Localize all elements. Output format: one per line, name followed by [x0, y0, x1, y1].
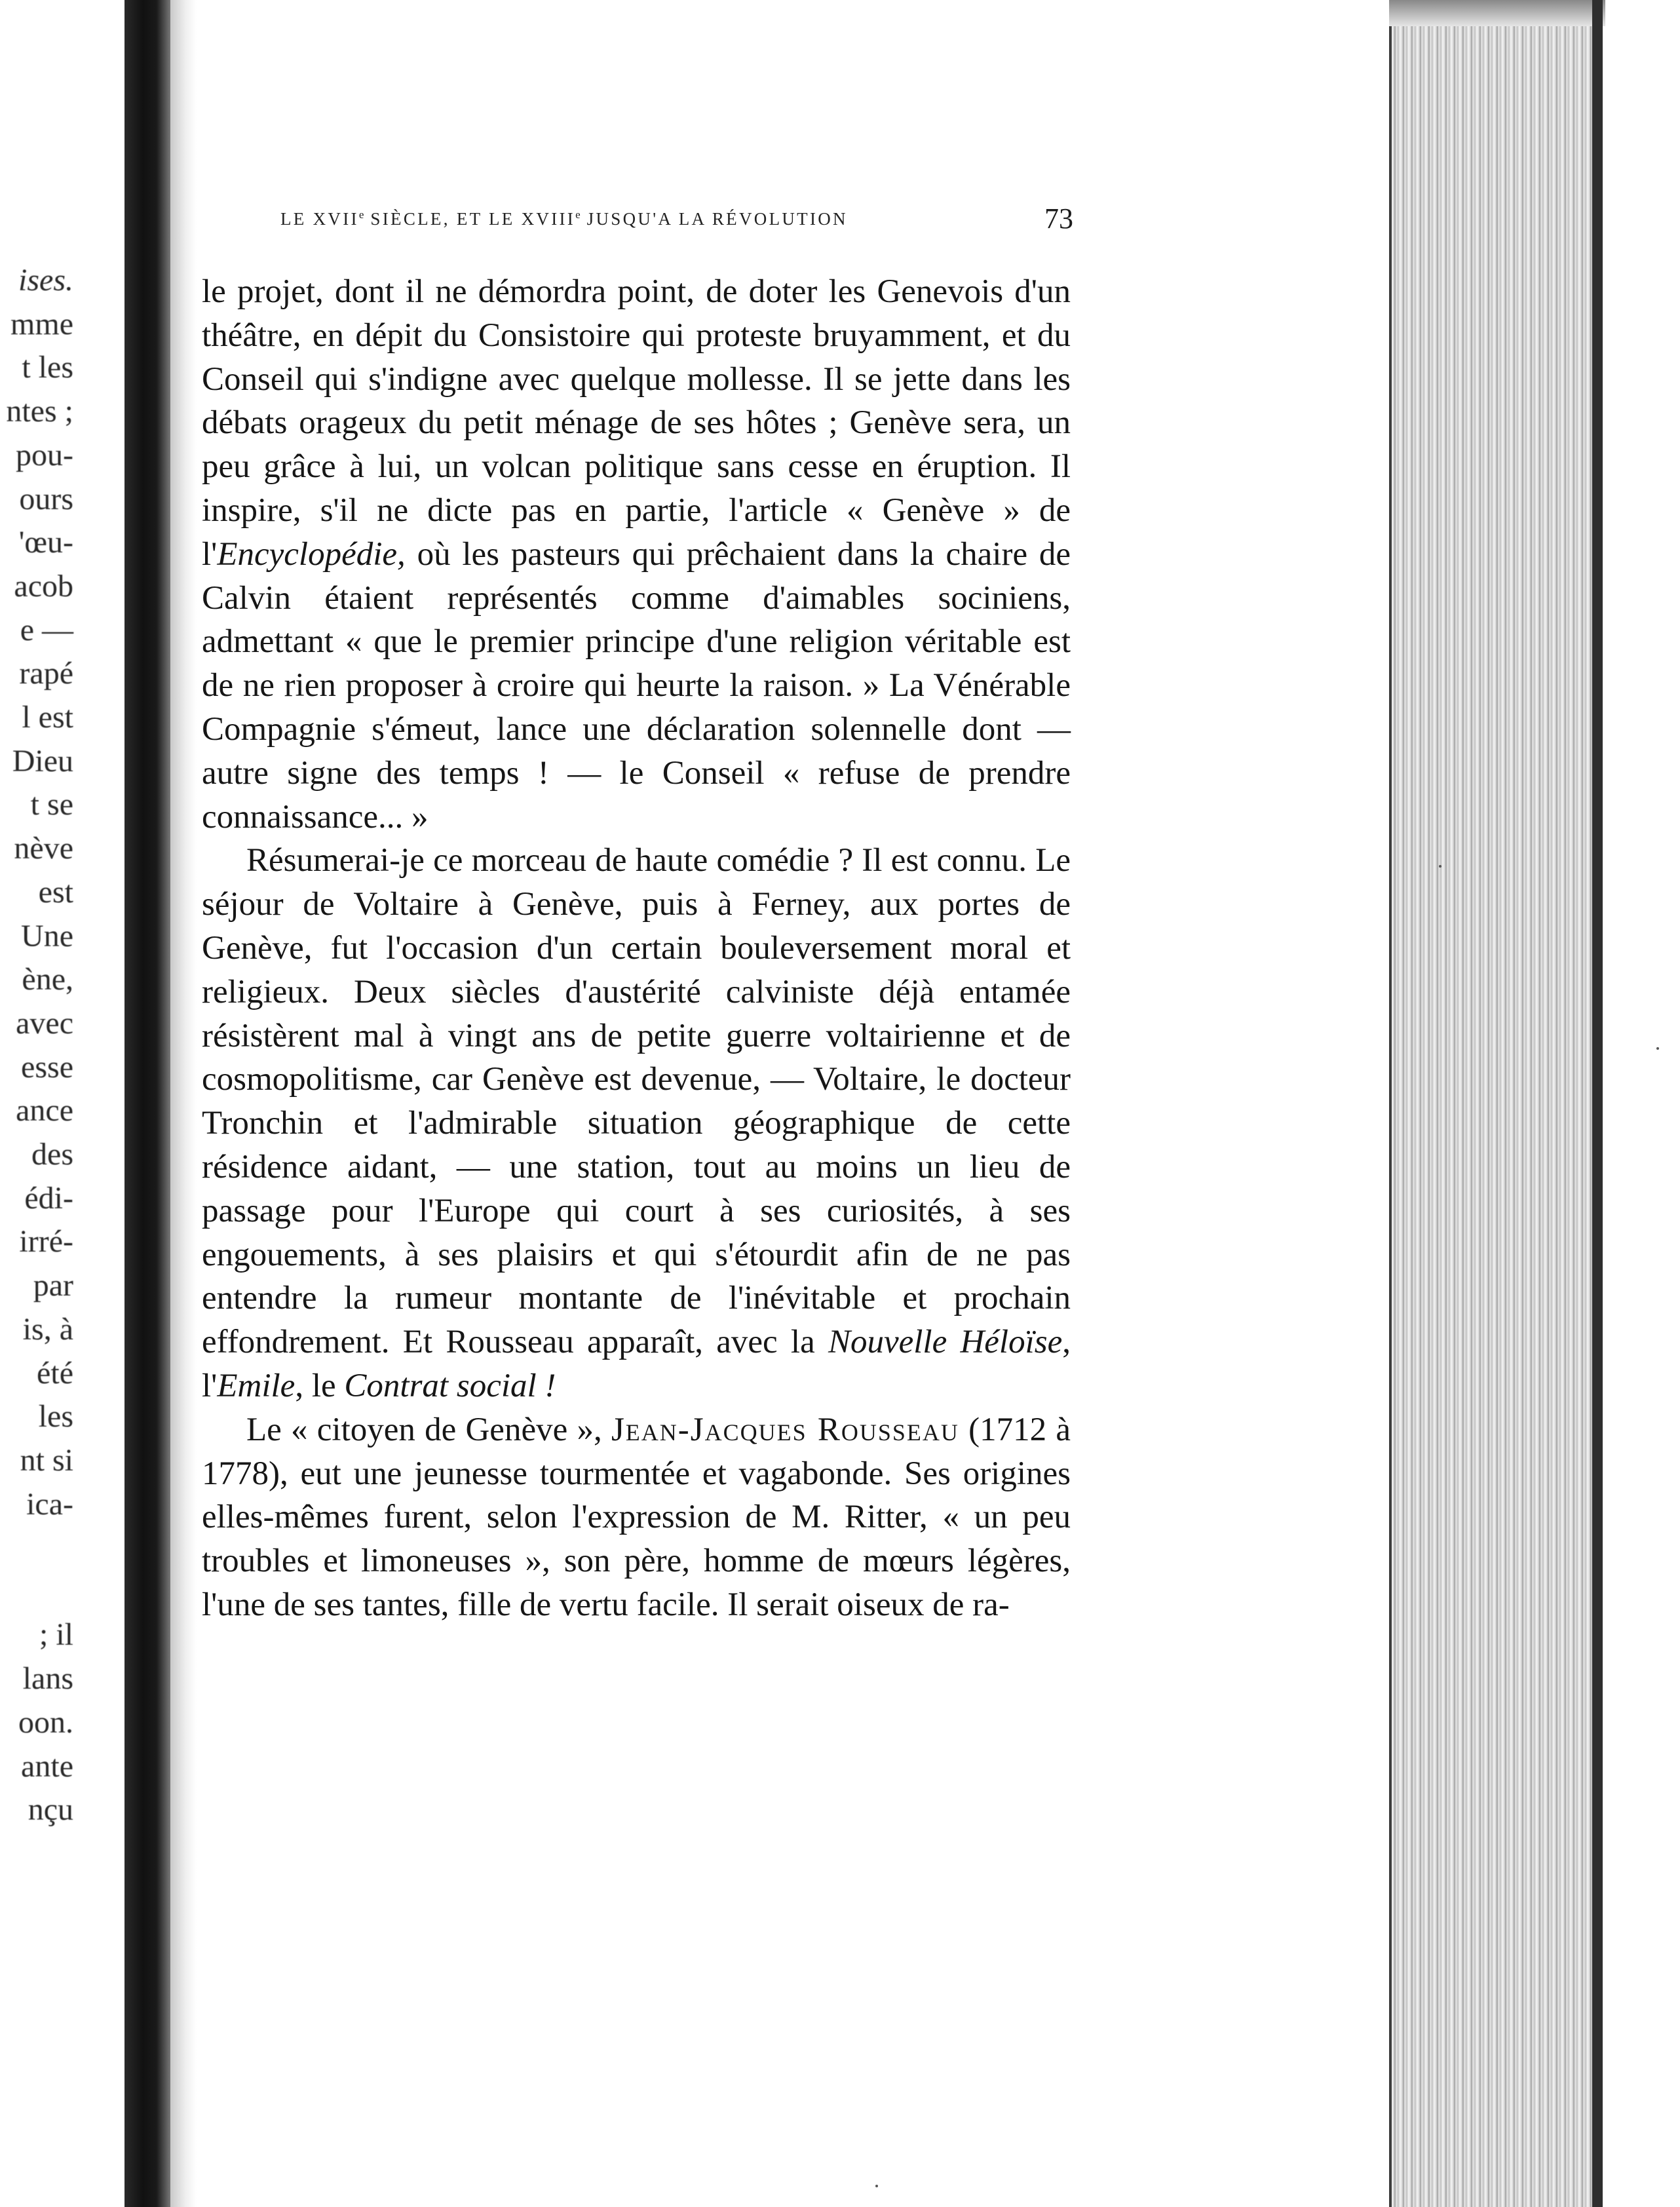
left-page-line-fragment: mme — [10, 306, 73, 341]
page-number: 73 — [1044, 202, 1073, 235]
left-page-text-fragments — [0, 259, 124, 1832]
body-text — [202, 270, 1071, 1627]
book-gutter — [124, 0, 170, 2207]
scan-speck — [875, 2185, 878, 2187]
left-page-line-fragment: ante — [21, 1748, 73, 1784]
left-page-line-fragment: par — [33, 1268, 73, 1303]
emile-title: Emile — [217, 1367, 296, 1404]
gutter-shadow — [170, 0, 197, 2207]
contrat-social-title: Contrat social ! — [344, 1367, 556, 1404]
left-page-line-fragment: is, à — [22, 1311, 73, 1347]
left-page-line-fragment: acob — [14, 568, 73, 604]
left-page-line-fragment: nçu — [28, 1792, 73, 1828]
left-page-line-fragment: les — [38, 1399, 73, 1434]
left-page-line-fragment: nève — [14, 831, 73, 866]
left-page-line-fragment: l est — [22, 700, 73, 735]
left-page-line-fragment: nt si — [20, 1442, 73, 1478]
left-page-line-fragment: irré- — [19, 1224, 73, 1259]
running-head: LE XVIIe SIÈCLE, ET LE XVIIIe JUSQU'A LA RÉVOLUTION — [280, 208, 848, 229]
left-facing-page — [0, 0, 124, 2207]
left-page-line-fragment: pou- — [16, 437, 73, 472]
book-page-edges-top — [1389, 0, 1605, 26]
paragraph-2-sep-1: , l' — [202, 1324, 1071, 1404]
scan-speck — [1656, 1047, 1659, 1050]
left-page-line-fragment: est — [38, 874, 73, 910]
left-page-line-fragment: ntes ; — [6, 394, 73, 429]
paragraph-2 — [202, 839, 1071, 1408]
left-page-line-gap — [0, 1526, 124, 1613]
left-page-line-fragment: oon. — [18, 1704, 73, 1740]
left-page-line-fragment: e — — [20, 612, 73, 647]
book-cover-edge — [1592, 0, 1603, 2207]
left-page-line-fragment: avec — [16, 1005, 73, 1041]
nouvelle-heloise-title: Nouvelle Héloïse — [828, 1324, 1063, 1361]
paragraph-3-start: Le « citoyen de Genève », — [246, 1411, 611, 1448]
left-page-line-fragment: ours — [19, 481, 73, 516]
paragraph-1-text: le projet, dont il ne démordra point, de doter les Genevois d'un théâtre, en dépit du Consistoire qui proteste bruyamment, et du Conseil qui s'indigne avec quelque mollesse. Il se jette dans les débats orageux du petit ménage de ses hôtes ; Genève sera, un peu grâce à lui, un volcan politique sans cesse en éruption. Il inspire, s'il ne dicte pas en partie, l'article « Genève » de l' — [202, 273, 1071, 573]
paragraph-3 — [202, 1408, 1071, 1627]
author-name: Jean-Jacques Rousseau — [611, 1411, 959, 1448]
paragraph-3-rest: (1712 à 1778), eut une jeunesse tourmentée et vagabonde. Ses origines elles-mêmes furent, selon l'expression de M. Ritter, « un peu troubles et limoneuses », son père, homme de mœurs légères, l'une de ses tantes, fille de vertu facile. Il serait oiseux de ra- — [202, 1411, 1071, 1623]
left-page-line-fragment: ène, — [22, 962, 73, 997]
left-page-line-fragment: ; il — [39, 1617, 73, 1653]
left-page-line-fragment: ance — [16, 1093, 73, 1128]
left-page-line-fragment: rapé — [19, 656, 73, 691]
paragraph-2-sep-2: , le — [295, 1367, 345, 1404]
book-page-edges — [1389, 0, 1595, 2207]
encyclopedie-title: Encyclopédie, — [217, 535, 406, 573]
left-page-line-fragment: des — [31, 1137, 73, 1172]
left-page-line-fragment: édi- — [24, 1180, 73, 1216]
left-page-line-fragment: ises. — [18, 263, 73, 297]
paragraph-1-rest: où les pasteurs qui prêchaient dans la chaire de Calvin étaient représentés comme d'aimables sociniens, admettant « que le premier principe d'une religion véritable est de ne rien proposer à croire qui heurte la raison. » La Vénérable Compagnie s'émeut, lance une déclaration solennelle dont — autre signe des temps ! — le Conseil « refuse de prendre connaissance... » — [202, 535, 1071, 835]
left-page-line-fragment: Dieu — [12, 743, 73, 778]
left-page-line-fragment: esse — [21, 1049, 73, 1084]
left-page-line-fragment: ica- — [26, 1486, 73, 1522]
left-page-line-fragment: 'œu- — [18, 525, 73, 560]
left-page-line-fragment: t se — [30, 787, 73, 822]
paragraph-1 — [202, 270, 1071, 839]
left-page-line-fragment: Une — [21, 918, 73, 953]
scan-speck — [1439, 865, 1441, 868]
left-page-line-fragment: lans — [22, 1661, 73, 1697]
left-page-line-fragment: été — [37, 1355, 73, 1391]
left-page-line-fragment: t les — [22, 350, 73, 385]
paragraph-2-text: Résumerai-je ce morceau de haute comédie ? Il est connu. Le séjour de Voltaire à Genève, puis à Ferney, aux portes de Genève, fut l'occasion d'un certain bouleversement moral et religieux. Deux siècles d'austérité calviniste déjà entamée résistèrent mal à vingt ans de petite guerre voltairienne et de cosmopolitisme, car Genève est devenue, — Voltaire, le docteur Tronchin et l'admirable situation géographique de cette résidence aidant, — une station, tout au moins un lieu de passage pour l'Europe qui court à ses curiosités, à ses engouements, à ses plaisirs et qui s'étourdit afin de ne pas entendre la rumeur montante de l'inévitable et prochain effondrement. Et Rousseau apparaît, avec la — [202, 842, 1071, 1361]
